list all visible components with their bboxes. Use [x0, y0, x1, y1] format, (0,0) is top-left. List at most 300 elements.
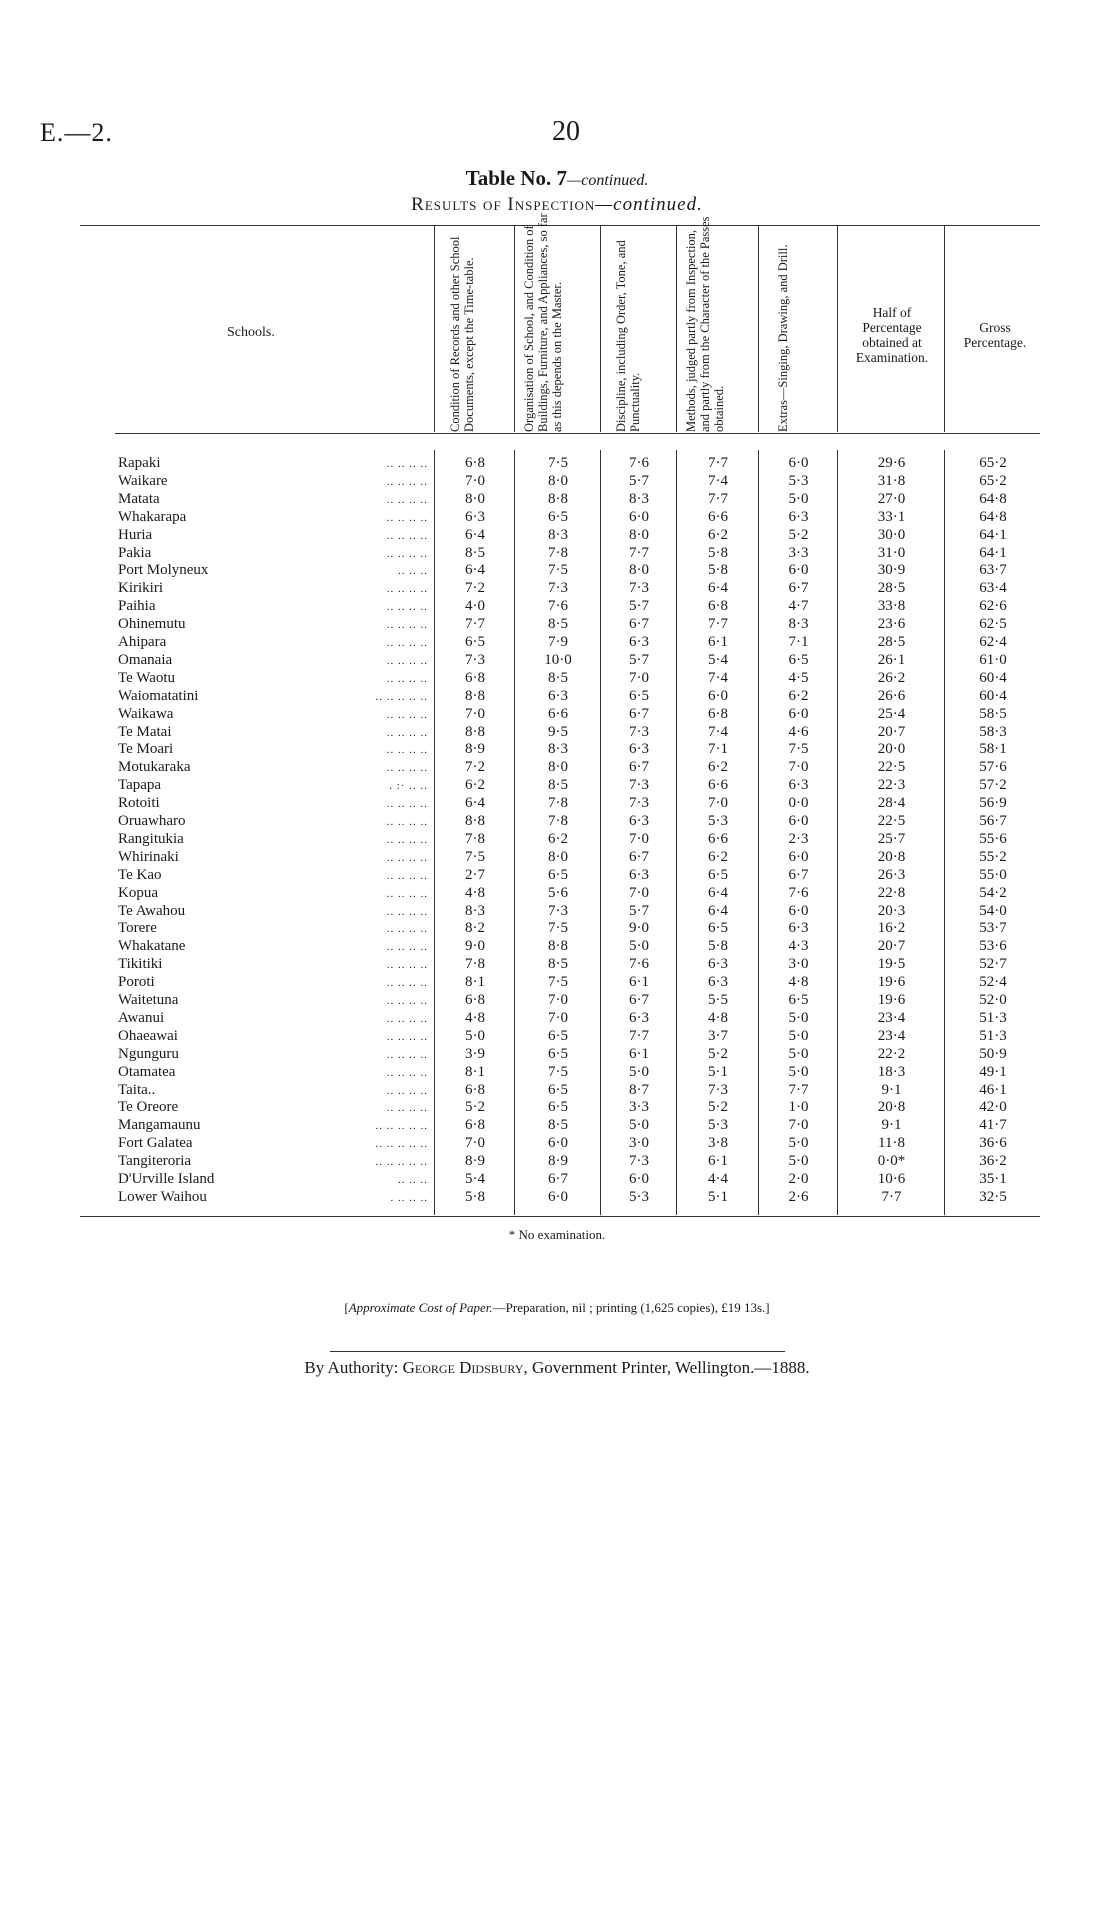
table-subtitle-continued: —continued. — [595, 194, 703, 215]
cell-methods: 6·4 — [708, 884, 728, 901]
leader-dots: .. .. .. .. — [386, 547, 428, 560]
cell-records: 4·0 — [465, 598, 485, 615]
cell-discipline: 6·7 — [629, 992, 649, 1008]
table-row — [0, 527, 1114, 546]
leader-dots: .. .. .. .. — [386, 941, 428, 954]
cell-half: 23·4 — [877, 1027, 906, 1044]
table-row — [0, 831, 1114, 850]
cell-organisation: 7·5 — [548, 455, 568, 471]
cell-records: 7·8 — [465, 830, 485, 847]
cell-methods: 5·1 — [708, 1188, 728, 1205]
cell-methods: 7·4 — [708, 723, 728, 740]
cell-methods: 3·7 — [708, 1027, 728, 1044]
table-row — [0, 545, 1114, 564]
cell-methods: 7·3 — [708, 1081, 728, 1098]
cost-note-label: Approximate Cost of Paper. — [348, 1300, 493, 1315]
cell-methods: 7·0 — [708, 795, 728, 812]
school-name: Lower Waihou — [118, 1188, 207, 1205]
table-row — [0, 938, 1114, 957]
cell-discipline: 5·0 — [629, 938, 649, 955]
column-header-records: Condition of Records and other School Documents, except the Time-table. — [448, 236, 476, 432]
cell-records: 5·2 — [465, 1099, 485, 1116]
cell-gross: 52·4 — [979, 974, 1007, 991]
cell-records: 6·2 — [465, 777, 485, 794]
school-name: Waitetuna — [118, 992, 179, 1008]
cell-extras: 2·6 — [788, 1188, 809, 1205]
leader-dots: .. .. .. .. — [386, 672, 428, 685]
table-row — [0, 580, 1114, 599]
leader-dots: .. .. .. .. — [386, 959, 428, 972]
table-row — [0, 670, 1114, 689]
cell-organisation: 8·0 — [548, 759, 568, 776]
cell-half: 30·9 — [877, 562, 906, 579]
school-name: Te Waotu — [118, 669, 176, 686]
cell-gross: 64·8 — [979, 508, 1007, 525]
cell-records: 6·3 — [465, 508, 485, 525]
cell-methods: 5·8 — [708, 938, 728, 955]
cell-extras: 2·0 — [788, 1171, 809, 1187]
leader-dots: .. .. .. .. — [386, 493, 428, 506]
cell-methods: 6·4 — [708, 580, 728, 597]
table-row — [0, 777, 1114, 796]
leader-dots: .. .. .. — [398, 1174, 428, 1186]
school-name: Waikare — [118, 472, 168, 489]
cell-discipline: 8·0 — [629, 562, 649, 579]
cell-extras: 6·0 — [788, 705, 809, 722]
cell-discipline: 6·3 — [629, 813, 649, 829]
cell-half: 26·3 — [877, 866, 906, 883]
leader-dots: .. .. .. .. .. — [375, 1156, 428, 1169]
cell-gross: 50·9 — [979, 1045, 1007, 1062]
leader-dots: .. .. .. .. — [386, 708, 428, 721]
cell-extras: 2·3 — [788, 830, 809, 847]
cell-half: 26·2 — [877, 669, 906, 686]
cell-discipline: 8·0 — [629, 526, 649, 543]
column-header-organisation: Organisation of School, and Condition of Buildings, Furniture, and Appliances, so far as this depends on the Master. — [522, 213, 564, 432]
cell-gross: 55·6 — [979, 830, 1007, 847]
cell-gross: 55·2 — [979, 848, 1007, 865]
cell-extras: 0·0 — [788, 795, 809, 812]
cell-half: 22·8 — [877, 884, 906, 901]
cell-methods: 6·5 — [708, 866, 728, 883]
school-name: Motukaraka — [118, 759, 191, 776]
table-row — [0, 724, 1114, 743]
cell-half: 22·2 — [877, 1045, 906, 1062]
cell-organisation: 8·5 — [548, 616, 568, 633]
leader-dots: .. .. .. .. — [386, 798, 428, 811]
cell-organisation: 7·0 — [548, 1009, 568, 1026]
cell-discipline: 7·0 — [629, 830, 649, 847]
footnote: * No examination. — [508, 1227, 606, 1242]
cell-methods: 6·1 — [708, 1153, 728, 1170]
school-name: Torere — [118, 920, 157, 937]
cell-records: 7·2 — [465, 759, 485, 776]
school-name: Matata — [118, 490, 160, 507]
column-header-methods: Methods, judged partly from Inspection, and partly from the Character of the Passes obtained. — [684, 216, 726, 432]
cell-methods: 5·2 — [708, 1099, 728, 1116]
cell-discipline: 6·1 — [629, 974, 649, 991]
cell-records: 4·8 — [465, 884, 485, 901]
table-row — [0, 1046, 1114, 1065]
table-row — [0, 1028, 1114, 1047]
cell-gross: 52·7 — [979, 956, 1007, 973]
cell-discipline: 3·3 — [629, 1099, 649, 1116]
school-name: Rotoiti — [118, 795, 160, 812]
cell-records: 8·9 — [465, 1153, 485, 1170]
school-name: Waiomatatini — [118, 687, 199, 704]
cell-extras: 6·0 — [788, 455, 809, 471]
cell-half: 19·5 — [877, 956, 906, 973]
cell-organisation: 7·3 — [548, 580, 568, 597]
cell-gross: 64·1 — [979, 526, 1007, 543]
cell-extras: 7·5 — [788, 741, 809, 758]
cell-discipline: 7·6 — [629, 956, 649, 973]
school-name: Whakatane — [118, 938, 186, 955]
cell-discipline: 6·3 — [629, 866, 649, 883]
cell-gross: 65·2 — [979, 472, 1007, 489]
cell-gross: 60·4 — [979, 669, 1007, 686]
cell-discipline: 6·5 — [629, 687, 649, 704]
leader-dots: .. .. .. .. — [386, 923, 428, 936]
cell-half: 27·0 — [877, 490, 906, 507]
column-header-gross: Gross Percentage. — [963, 320, 1027, 350]
cell-organisation: 6·5 — [548, 1045, 568, 1062]
cell-extras: 6·3 — [788, 508, 809, 525]
cell-half: 10·6 — [877, 1171, 906, 1187]
cell-gross: 53·6 — [979, 938, 1007, 955]
cell-records: 6·8 — [465, 992, 485, 1008]
table-row — [0, 688, 1114, 707]
cell-organisation: 5·6 — [548, 884, 568, 901]
cell-organisation: 6·3 — [548, 687, 568, 704]
cell-half: 33·8 — [877, 598, 906, 615]
cell-discipline: 7·3 — [629, 777, 649, 794]
cell-half: 31·0 — [877, 544, 906, 561]
cell-extras: 6·5 — [788, 651, 809, 668]
cell-extras: 3·0 — [788, 956, 809, 973]
cell-records: 5·4 — [465, 1171, 485, 1187]
cell-organisation: 7·0 — [548, 992, 568, 1008]
cell-discipline: 6·7 — [629, 759, 649, 776]
leader-dots: .. .. .. .. — [386, 816, 428, 828]
cell-discipline: 7·7 — [629, 1027, 649, 1044]
table-row — [0, 759, 1114, 778]
cell-extras: 6·7 — [788, 580, 809, 597]
leader-dots: .. .. .. .. — [386, 511, 428, 524]
cell-extras: 6·0 — [788, 562, 809, 579]
cell-half: 20·7 — [877, 723, 906, 740]
school-name: Te Matai — [118, 723, 172, 740]
cell-methods: 6·4 — [708, 902, 728, 919]
cell-gross: 35·1 — [979, 1171, 1007, 1187]
cell-gross: 49·1 — [979, 1063, 1007, 1080]
cell-gross: 56·7 — [979, 813, 1007, 829]
cell-methods: 6·3 — [708, 956, 728, 973]
school-name: Kopua — [118, 884, 158, 901]
cell-organisation: 7·8 — [548, 795, 568, 812]
column-divider — [514, 226, 515, 432]
cell-gross: 54·0 — [979, 902, 1007, 919]
column-header-extras: Extras—Singing, Drawing, and Drill. — [776, 244, 790, 432]
cell-extras: 7·0 — [788, 1117, 809, 1134]
cell-half: 9·1 — [881, 1117, 902, 1134]
cell-gross: 57·6 — [979, 759, 1007, 776]
cell-methods: 7·7 — [708, 616, 728, 633]
cell-records: 8·1 — [465, 974, 485, 991]
cell-discipline: 6·3 — [629, 634, 649, 650]
cell-methods: 5·4 — [708, 651, 728, 668]
cell-methods: 5·8 — [708, 562, 728, 579]
cell-records: 7·5 — [465, 848, 485, 865]
column-divider — [758, 226, 759, 432]
header-bottom-rule — [115, 433, 1040, 434]
table-row — [0, 634, 1114, 653]
cell-discipline: 7·6 — [629, 455, 649, 471]
table-row — [0, 1117, 1114, 1136]
cell-extras: 6·5 — [788, 992, 809, 1008]
column-divider — [434, 226, 435, 432]
leader-dots: .. .. .. .. — [386, 833, 428, 846]
table-row — [0, 974, 1114, 993]
cell-half: 19·6 — [877, 974, 906, 991]
cell-gross: 32·5 — [979, 1188, 1007, 1205]
cell-records: 8·5 — [465, 544, 485, 561]
leader-dots: .. .. .. .. — [386, 475, 428, 488]
cell-methods: 6·8 — [708, 598, 728, 615]
cell-discipline: 7·7 — [629, 544, 649, 561]
school-name: Oruawharo — [118, 813, 186, 829]
authority-prefix: By Authority: — [304, 1358, 403, 1377]
page-code: E.—2. — [40, 118, 113, 147]
cell-organisation: 8·5 — [548, 956, 568, 973]
cell-methods: 6·6 — [708, 777, 728, 794]
cell-extras: 7·1 — [788, 634, 809, 650]
school-name: Omanaia — [118, 651, 173, 668]
column-header-discipline: Discipline, including Order, Tone, and Punctuality. — [614, 240, 642, 432]
cell-organisation: 6·5 — [548, 1081, 568, 1098]
cell-discipline: 6·0 — [629, 508, 649, 525]
cell-organisation: 8·0 — [548, 472, 568, 489]
cell-records: 6·8 — [465, 455, 485, 471]
cell-organisation: 8·5 — [548, 669, 568, 686]
school-name: Ohinemutu — [118, 616, 186, 633]
school-name: Whakarapa — [118, 508, 187, 525]
cell-extras: 5·2 — [788, 526, 809, 543]
cell-discipline: 6·7 — [629, 848, 649, 865]
cell-discipline: 5·3 — [629, 1188, 649, 1205]
table-row — [0, 920, 1114, 939]
table-bottom-rule — [80, 1216, 1040, 1217]
leader-dots: .. .. .. .. — [386, 1048, 428, 1061]
cell-half: 18·3 — [877, 1063, 906, 1080]
cell-half: 20·3 — [877, 902, 906, 919]
cell-discipline: 6·1 — [629, 1045, 649, 1062]
cell-records: 6·8 — [465, 669, 485, 686]
cell-extras: 6·7 — [788, 866, 809, 883]
cell-extras: 1·0 — [788, 1099, 809, 1116]
leader-dots: .. .. .. .. — [386, 1066, 428, 1079]
cell-gross: 58·5 — [979, 705, 1007, 722]
cell-gross: 36·2 — [979, 1153, 1007, 1170]
cell-organisation: 9·5 — [548, 723, 568, 740]
cell-extras: 3·3 — [788, 544, 809, 561]
school-name: Te Oreore — [118, 1099, 179, 1116]
cell-records: 6·4 — [465, 562, 485, 579]
cell-organisation: 7·5 — [548, 562, 568, 579]
column-divider — [600, 226, 601, 432]
leader-dots: .. .. .. .. — [386, 744, 428, 757]
cell-organisation: 7·8 — [548, 544, 568, 561]
cell-discipline: 5·0 — [629, 1063, 649, 1080]
cell-gross: 64·1 — [979, 544, 1007, 561]
cell-records: 4·8 — [465, 1009, 485, 1026]
table-row — [0, 455, 1114, 474]
school-name: Paihia — [118, 598, 156, 615]
table-row — [0, 813, 1114, 832]
cell-methods: 7·7 — [708, 455, 728, 471]
cell-extras: 7·0 — [788, 759, 809, 776]
cell-extras: 5·0 — [788, 1153, 809, 1170]
leader-dots: .. .. .. .. — [386, 851, 428, 864]
cell-methods: 5·5 — [708, 992, 728, 1008]
cell-methods: 5·8 — [708, 544, 728, 561]
cell-discipline: 7·3 — [629, 1153, 649, 1170]
cell-records: 8·9 — [465, 741, 485, 758]
cell-discipline: 8·3 — [629, 490, 649, 507]
cell-organisation: 7·5 — [548, 1063, 568, 1080]
authority-rule — [330, 1351, 785, 1352]
leader-dots: .. .. .. .. .. — [375, 1138, 428, 1151]
cell-half: 28·5 — [877, 580, 906, 597]
school-name: Tangiteroria — [118, 1153, 192, 1170]
school-name: Ngunguru — [118, 1045, 179, 1062]
cell-gross: 55·0 — [979, 866, 1007, 883]
school-name: Te Kao — [118, 866, 162, 883]
cell-organisation: 8·9 — [548, 1153, 568, 1170]
cell-discipline: 7·3 — [629, 723, 649, 740]
cell-extras: 5·0 — [788, 1063, 809, 1080]
page-number: 20 — [552, 116, 580, 147]
cell-methods: 6·6 — [708, 830, 728, 847]
leader-dots: .. .. .. .. — [386, 995, 428, 1007]
cell-organisation: 6·7 — [548, 1171, 568, 1187]
leader-dots: .. .. .. .. — [386, 583, 428, 596]
cell-methods: 6·0 — [708, 687, 728, 704]
leader-dots: .. .. .. .. — [386, 637, 428, 649]
cell-half: 20·7 — [877, 938, 906, 955]
school-name: Te Awahou — [118, 902, 186, 919]
cost-note — [0, 1300, 1114, 1316]
cell-records: 8·8 — [465, 723, 485, 740]
cell-methods: 7·4 — [708, 669, 728, 686]
authority-line — [0, 1358, 1114, 1378]
school-name: Rangitukia — [118, 830, 184, 847]
cell-records: 9·0 — [465, 938, 485, 955]
cell-records: 6·4 — [465, 795, 485, 812]
cell-organisation: 8·5 — [548, 777, 568, 794]
school-name: Fort Galatea — [118, 1135, 193, 1152]
column-header-schools: Schools. — [227, 325, 275, 340]
cell-records: 3·9 — [465, 1045, 485, 1062]
table-row — [0, 867, 1114, 886]
cell-methods: 7·4 — [708, 472, 728, 489]
table-title-continued: —continued. — [567, 172, 649, 189]
cell-extras: 4·3 — [788, 938, 809, 955]
leader-dots: .. .. .. .. .. — [375, 1120, 428, 1133]
cell-half: 22·5 — [877, 813, 906, 829]
table-row — [0, 1064, 1114, 1083]
cell-discipline: 7·3 — [629, 795, 649, 812]
cell-half: 9·1 — [881, 1081, 902, 1098]
cell-methods: 6·1 — [708, 634, 728, 650]
cell-gross: 56·9 — [979, 795, 1007, 812]
cell-discipline: 7·0 — [629, 884, 649, 901]
leader-dots: .. .. .. .. — [386, 726, 428, 739]
cell-records: 6·4 — [465, 526, 485, 543]
cell-organisation: 6·2 — [548, 830, 568, 847]
cell-extras: 7·7 — [788, 1081, 809, 1098]
cell-extras: 4·7 — [788, 598, 809, 615]
cell-records: 5·8 — [465, 1188, 485, 1205]
leader-dots: .. .. .. .. — [386, 654, 428, 667]
cell-discipline: 5·7 — [629, 598, 649, 615]
column-divider — [837, 226, 838, 432]
cell-half: 20·8 — [877, 848, 906, 865]
cell-organisation: 8·0 — [548, 848, 568, 865]
cell-extras: 7·6 — [788, 884, 809, 901]
cell-half: 25·7 — [877, 830, 906, 847]
cell-gross: 36·6 — [979, 1135, 1007, 1152]
cell-gross: 62·6 — [979, 598, 1007, 615]
cell-methods: 7·1 — [708, 741, 728, 758]
cell-half: 16·2 — [877, 920, 906, 937]
cell-organisation: 7·5 — [548, 974, 568, 991]
table-row — [0, 509, 1114, 528]
leader-dots: .. .. .. .. — [386, 905, 428, 918]
cell-organisation: 6·5 — [548, 866, 568, 883]
leader-dots: .. .. .. — [398, 565, 428, 578]
school-name: Taita.. — [118, 1081, 156, 1098]
table-row — [0, 849, 1114, 868]
cell-half: 19·6 — [877, 992, 906, 1008]
cell-organisation: 10·0 — [544, 651, 572, 668]
cell-half: 29·6 — [877, 455, 906, 471]
cell-discipline: 5·7 — [629, 472, 649, 489]
cell-half: 22·3 — [877, 777, 906, 794]
cell-discipline: 7·3 — [629, 580, 649, 597]
school-name: Rapaki — [118, 455, 161, 471]
school-name: Te Moari — [118, 741, 174, 758]
table-row — [0, 706, 1114, 725]
school-name: Waikawa — [118, 705, 174, 722]
cell-methods: 5·3 — [708, 813, 728, 829]
table-row — [0, 491, 1114, 510]
school-name: Tapapa — [118, 777, 162, 794]
cell-half: 11·8 — [878, 1135, 905, 1152]
cell-half: 25·4 — [877, 705, 906, 722]
cell-records: 8·8 — [465, 813, 485, 829]
cell-organisation: 8·8 — [548, 938, 568, 955]
table-row — [0, 562, 1114, 581]
cell-extras: 6·0 — [788, 813, 809, 829]
cell-records: 8·1 — [465, 1063, 485, 1080]
table-row — [0, 1171, 1114, 1190]
cell-half: 23·4 — [877, 1009, 906, 1026]
cell-organisation: 7·8 — [548, 813, 568, 829]
cell-gross: 52·0 — [979, 992, 1007, 1008]
column-header-half: Half of Percentage obtained at Examination. — [855, 305, 929, 365]
table-row — [0, 616, 1114, 635]
